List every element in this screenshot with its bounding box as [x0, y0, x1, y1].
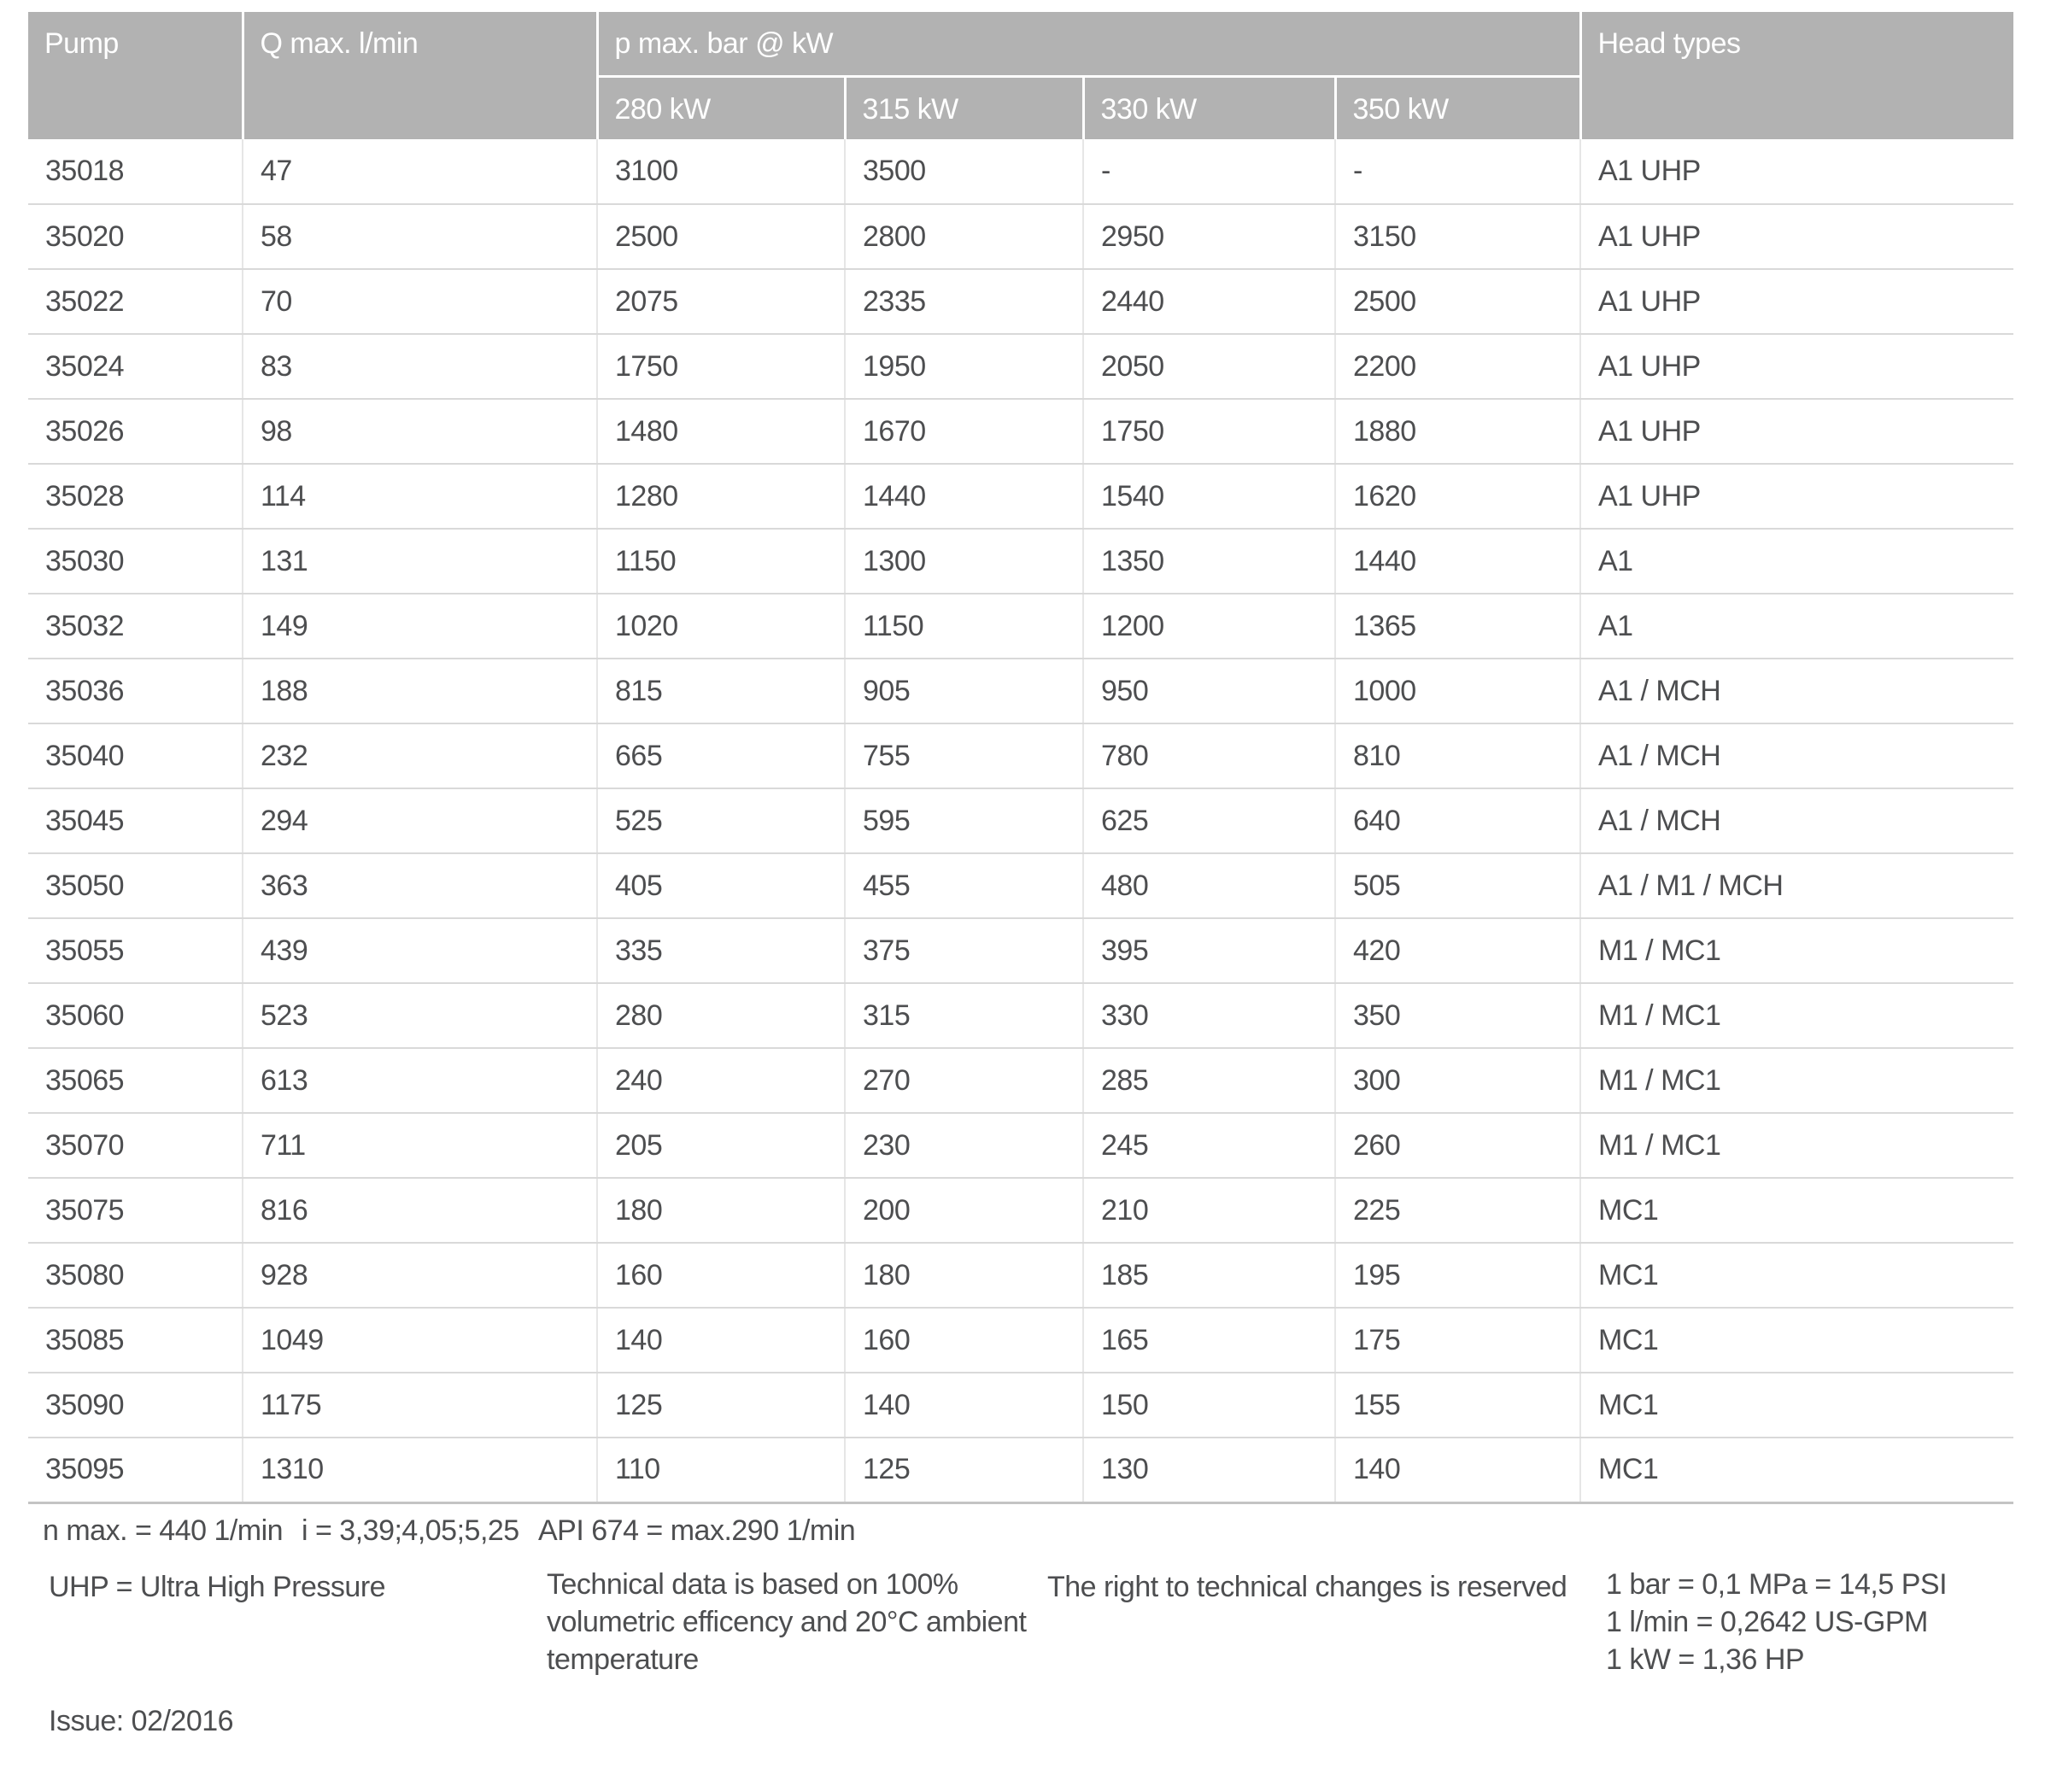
cell-head-types: A1 UHP: [1580, 334, 2013, 399]
cell-qmax: 98: [243, 399, 597, 464]
table-row: [28, 723, 2013, 788]
cell-350kw: 1365: [1335, 594, 1580, 659]
cell-315kw: 1670: [845, 399, 1083, 464]
table-row: [28, 983, 2013, 1048]
cell-330kw: 2950: [1083, 204, 1335, 269]
footnote-nmax: n max. = 440 1/min: [43, 1514, 284, 1547]
cell-350kw: 300: [1335, 1048, 1580, 1113]
cell-315kw: 140: [845, 1373, 1083, 1438]
cell-350kw: -: [1335, 139, 1580, 204]
cell-head-types: A1 / M1 / MCH: [1580, 853, 2013, 918]
cell-315kw: 2800: [845, 204, 1083, 269]
cell-qmax: 523: [243, 983, 597, 1048]
cell-315kw: 230: [845, 1113, 1083, 1178]
cell-280kw: 405: [597, 853, 845, 918]
table-row: [28, 1113, 2013, 1178]
cell-pump: 35085: [28, 1308, 243, 1373]
cell-315kw: 375: [845, 918, 1083, 983]
cell-280kw: 1480: [597, 399, 845, 464]
cell-315kw: 160: [845, 1308, 1083, 1373]
cell-280kw: 3100: [597, 139, 845, 204]
cell-330kw: 950: [1083, 659, 1335, 723]
table-row: [28, 594, 2013, 659]
cell-280kw: 125: [597, 1373, 845, 1438]
cell-pump: 35020: [28, 204, 243, 269]
cell-pump: 35055: [28, 918, 243, 983]
cell-315kw: 180: [845, 1243, 1083, 1308]
cell-330kw: 210: [1083, 1178, 1335, 1243]
cell-head-types: A1 UHP: [1580, 464, 2013, 529]
cell-350kw: 260: [1335, 1113, 1580, 1178]
cell-pump: 35022: [28, 269, 243, 334]
cell-330kw: 245: [1083, 1113, 1335, 1178]
table-row: [28, 1438, 2013, 1502]
cell-qmax: 928: [243, 1243, 597, 1308]
table-row: [28, 1373, 2013, 1438]
cell-pump: 35024: [28, 334, 243, 399]
cell-pump: 35090: [28, 1373, 243, 1438]
table-body: [28, 139, 2013, 1502]
cell-head-types: M1 / MC1: [1580, 983, 2013, 1048]
cell-315kw: 595: [845, 788, 1083, 853]
table-row: [28, 1178, 2013, 1243]
table-row: [28, 659, 2013, 723]
cell-pump: 35050: [28, 853, 243, 918]
pump-specs-table: [28, 12, 2013, 1504]
table-row: [28, 788, 2013, 853]
cell-qmax: 613: [243, 1048, 597, 1113]
cell-head-types: A1 UHP: [1580, 139, 2013, 204]
cell-pump: 35075: [28, 1178, 243, 1243]
cell-350kw: 195: [1335, 1243, 1580, 1308]
cell-280kw: 525: [597, 788, 845, 853]
cell-qmax: 1310: [243, 1438, 597, 1502]
cell-280kw: 205: [597, 1113, 845, 1178]
table-row: [28, 918, 2013, 983]
cell-qmax: 1175: [243, 1373, 597, 1438]
footnote-conversion-lmin: 1 l/min = 0,2642 US-GPM: [1606, 1606, 1928, 1638]
cell-350kw: 1440: [1335, 529, 1580, 594]
cell-315kw: 1440: [845, 464, 1083, 529]
table-row: [28, 139, 2013, 204]
cell-280kw: 2500: [597, 204, 845, 269]
cell-qmax: 188: [243, 659, 597, 723]
footnote-technical-line: Technical data is based on 100%: [547, 1568, 958, 1601]
cell-qmax: 294: [243, 788, 597, 853]
cell-350kw: 225: [1335, 1178, 1580, 1243]
col-header-qmax: Q max. l/min: [243, 12, 597, 139]
cell-330kw: 330: [1083, 983, 1335, 1048]
table-row: [28, 204, 2013, 269]
cell-280kw: 160: [597, 1243, 845, 1308]
cell-pump: 35065: [28, 1048, 243, 1113]
cell-330kw: 625: [1083, 788, 1335, 853]
cell-qmax: 232: [243, 723, 597, 788]
cell-head-types: MC1: [1580, 1373, 2013, 1438]
footnote-conversion-bar: 1 bar = 0,1 MPa = 14,5 PSI: [1606, 1568, 1948, 1601]
cell-pump: 35032: [28, 594, 243, 659]
cell-280kw: 1020: [597, 594, 845, 659]
cell-pump: 35070: [28, 1113, 243, 1178]
cell-280kw: 110: [597, 1438, 845, 1502]
cell-350kw: 1620: [1335, 464, 1580, 529]
cell-315kw: 755: [845, 723, 1083, 788]
cell-315kw: 315: [845, 983, 1083, 1048]
table-row: [28, 399, 2013, 464]
cell-head-types: A1: [1580, 529, 2013, 594]
cell-head-types: A1 / MCH: [1580, 723, 2013, 788]
cell-qmax: 83: [243, 334, 597, 399]
cell-pump: 35040: [28, 723, 243, 788]
cell-qmax: 70: [243, 269, 597, 334]
cell-350kw: 1000: [1335, 659, 1580, 723]
cell-350kw: 3150: [1335, 204, 1580, 269]
cell-pump: 35036: [28, 659, 243, 723]
cell-350kw: 640: [1335, 788, 1580, 853]
cell-pump: 35060: [28, 983, 243, 1048]
cell-350kw: 505: [1335, 853, 1580, 918]
cell-pump: 35080: [28, 1243, 243, 1308]
cell-350kw: 420: [1335, 918, 1580, 983]
cell-head-types: A1 UHP: [1580, 204, 2013, 269]
cell-280kw: 335: [597, 918, 845, 983]
cell-head-types: M1 / MC1: [1580, 1113, 2013, 1178]
cell-330kw: 2050: [1083, 334, 1335, 399]
cell-qmax: 711: [243, 1113, 597, 1178]
cell-qmax: 363: [243, 853, 597, 918]
cell-280kw: 2075: [597, 269, 845, 334]
table-row: [28, 1243, 2013, 1308]
cell-330kw: -: [1083, 139, 1335, 204]
footnote-api674: API 674 = max.290 1/min: [538, 1514, 856, 1547]
cell-330kw: 780: [1083, 723, 1335, 788]
cell-315kw: 200: [845, 1178, 1083, 1243]
cell-330kw: 130: [1083, 1438, 1335, 1502]
col-header-330kw: 330 kW: [1083, 76, 1335, 139]
cell-head-types: MC1: [1580, 1178, 2013, 1243]
cell-280kw: 1280: [597, 464, 845, 529]
footnote-uhp: UHP = Ultra High Pressure: [49, 1571, 386, 1603]
footnote-rights: The right to technical changes is reserved: [1047, 1571, 1567, 1603]
footnote-gear-ratio: i = 3,39;4,05;5,25: [302, 1514, 519, 1547]
issue-label: Issue: 02/2016: [49, 1705, 234, 1737]
cell-pump: 35030: [28, 529, 243, 594]
cell-qmax: 149: [243, 594, 597, 659]
cell-330kw: 1750: [1083, 399, 1335, 464]
cell-350kw: 155: [1335, 1373, 1580, 1438]
cell-330kw: 2440: [1083, 269, 1335, 334]
cell-350kw: 2500: [1335, 269, 1580, 334]
table-row: [28, 269, 2013, 334]
cell-qmax: 131: [243, 529, 597, 594]
cell-head-types: MC1: [1580, 1243, 2013, 1308]
cell-qmax: 816: [243, 1178, 597, 1243]
cell-pump: 35028: [28, 464, 243, 529]
cell-280kw: 1750: [597, 334, 845, 399]
cell-315kw: 1150: [845, 594, 1083, 659]
cell-330kw: 480: [1083, 853, 1335, 918]
cell-head-types: A1 / MCH: [1580, 788, 2013, 853]
cell-280kw: 1150: [597, 529, 845, 594]
col-header-315kw: 315 kW: [845, 76, 1083, 139]
cell-pump: 35045: [28, 788, 243, 853]
col-header-pump: Pump: [28, 12, 243, 139]
footnote-conversion-kw: 1 kW = 1,36 HP: [1606, 1643, 1805, 1676]
cell-head-types: A1 UHP: [1580, 399, 2013, 464]
table-row: [28, 334, 2013, 399]
cell-qmax: 1049: [243, 1308, 597, 1373]
cell-pump: 35018: [28, 139, 243, 204]
cell-280kw: 180: [597, 1178, 845, 1243]
cell-330kw: 285: [1083, 1048, 1335, 1113]
cell-315kw: 455: [845, 853, 1083, 918]
cell-280kw: 815: [597, 659, 845, 723]
cell-head-types: M1 / MC1: [1580, 1048, 2013, 1113]
col-header-350kw: 350 kW: [1335, 76, 1580, 139]
cell-315kw: 125: [845, 1438, 1083, 1502]
table-row: [28, 1048, 2013, 1113]
cell-280kw: 665: [597, 723, 845, 788]
cell-280kw: 140: [597, 1308, 845, 1373]
cell-350kw: 175: [1335, 1308, 1580, 1373]
col-header-pmax-group: p max. bar @ kW: [597, 12, 1580, 76]
cell-315kw: 1950: [845, 334, 1083, 399]
footnote-technical: [547, 1566, 1026, 1678]
cell-330kw: 185: [1083, 1243, 1335, 1308]
cell-head-types: A1: [1580, 594, 2013, 659]
cell-330kw: 1350: [1083, 529, 1335, 594]
cell-pump: 35095: [28, 1438, 243, 1502]
cell-qmax: 439: [243, 918, 597, 983]
table-header: [28, 12, 2013, 139]
table-row: [28, 529, 2013, 594]
cell-qmax: 114: [243, 464, 597, 529]
cell-315kw: 905: [845, 659, 1083, 723]
cell-350kw: 2200: [1335, 334, 1580, 399]
col-header-280kw: 280 kW: [597, 76, 845, 139]
cell-330kw: 165: [1083, 1308, 1335, 1373]
footnote-technical-line: temperature: [547, 1643, 699, 1676]
footnote-technical-line: volumetric efficency and 20°C ambient: [547, 1606, 1027, 1638]
cell-330kw: 1200: [1083, 594, 1335, 659]
cell-315kw: 270: [845, 1048, 1083, 1113]
cell-350kw: 810: [1335, 723, 1580, 788]
cell-head-types: A1 UHP: [1580, 269, 2013, 334]
cell-350kw: 1880: [1335, 399, 1580, 464]
cell-pump: 35026: [28, 399, 243, 464]
cell-head-types: MC1: [1580, 1438, 2013, 1502]
cell-315kw: 2335: [845, 269, 1083, 334]
cell-qmax: 58: [243, 204, 597, 269]
cell-350kw: 350: [1335, 983, 1580, 1048]
cell-280kw: 280: [597, 983, 845, 1048]
cell-315kw: 3500: [845, 139, 1083, 204]
cell-qmax: 47: [243, 139, 597, 204]
footnote-conversions: [1606, 1566, 1947, 1678]
cell-head-types: A1 / MCH: [1580, 659, 2013, 723]
cell-330kw: 150: [1083, 1373, 1335, 1438]
cell-315kw: 1300: [845, 529, 1083, 594]
table-row: [28, 464, 2013, 529]
table-row: [28, 1308, 2013, 1373]
cell-head-types: MC1: [1580, 1308, 2013, 1373]
col-header-head-types: Head types: [1580, 12, 2013, 139]
cell-280kw: 240: [597, 1048, 845, 1113]
cell-head-types: M1 / MC1: [1580, 918, 2013, 983]
table-row: [28, 853, 2013, 918]
cell-330kw: 395: [1083, 918, 1335, 983]
cell-330kw: 1540: [1083, 464, 1335, 529]
cell-350kw: 140: [1335, 1438, 1580, 1502]
